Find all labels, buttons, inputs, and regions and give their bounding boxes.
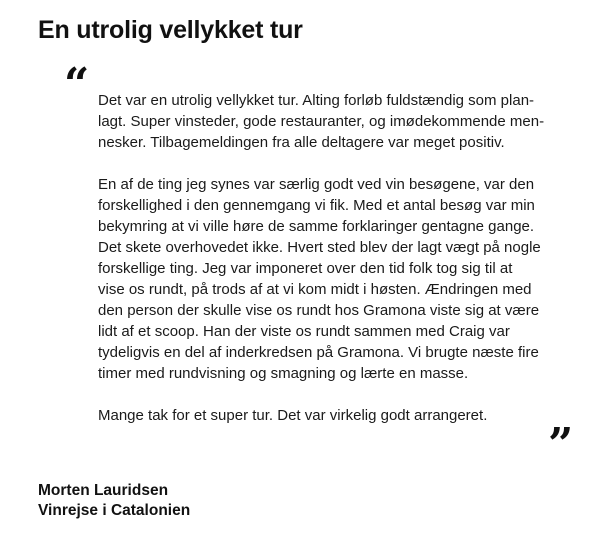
text-line: den person der skulle vise os rundt hos Gramona viste sig at være: [98, 302, 540, 319]
text-line: lidt af et scoop. Han der viste os rundt sammen med Craig var: [98, 323, 510, 340]
closing-quote-mark: ”: [548, 419, 574, 470]
text-line: tydeligvis en del af inderkredsen på Gramona. Vi brugte næste fire: [98, 344, 539, 361]
text-line: bekymring at vi ville høre de samme forklaringer gentagne gange.: [98, 218, 535, 235]
text-line: forskellighed i den gennemgang vi fik. Med et antal besøg var min: [98, 197, 535, 214]
text-line: Mange tak for et super tur. Det var virkelig godt arrangeret.: [98, 407, 488, 424]
testimonial-paragraph: [98, 90, 573, 153]
text-line: Det var en utrolig vellykket tur. Alting forløb fuldstændig som plan-: [98, 92, 535, 109]
author-name: Morten Lauridsen: [38, 482, 169, 499]
text-line: timer med rundvisning og smagning og lærte en masse.: [98, 365, 469, 382]
testimonial-body: [98, 90, 573, 447]
testimonial-paragraph: [98, 174, 573, 384]
text-line: vise os rundt, på trods af at vi kom midt i høsten. Ændringen med: [98, 281, 532, 298]
text-line: forskellige ting. Jeg var imponeret over den tid folk tog sig til at: [98, 260, 513, 277]
author-trip: Vinrejse i Catalonien: [38, 502, 191, 519]
text-line: lagt. Super vinsteder, gode restauranter, og imødekommende men-: [98, 113, 545, 130]
text-line: Det skete overhovedet ikke. Hvert sted blev der lagt vægt på nogle: [98, 239, 541, 256]
opening-quote-mark: “: [64, 59, 90, 110]
text-line: nesker. Tilbagemeldingen fra alle deltagere var meget positiv.: [98, 134, 505, 151]
testimonial-paragraph: [98, 405, 573, 426]
text-line: En af de ting jeg synes var særlig godt ved vin besøgene, var den: [98, 176, 535, 193]
page-title: En utrolig vellykket tur: [38, 16, 303, 44]
author-signature: [38, 481, 190, 521]
